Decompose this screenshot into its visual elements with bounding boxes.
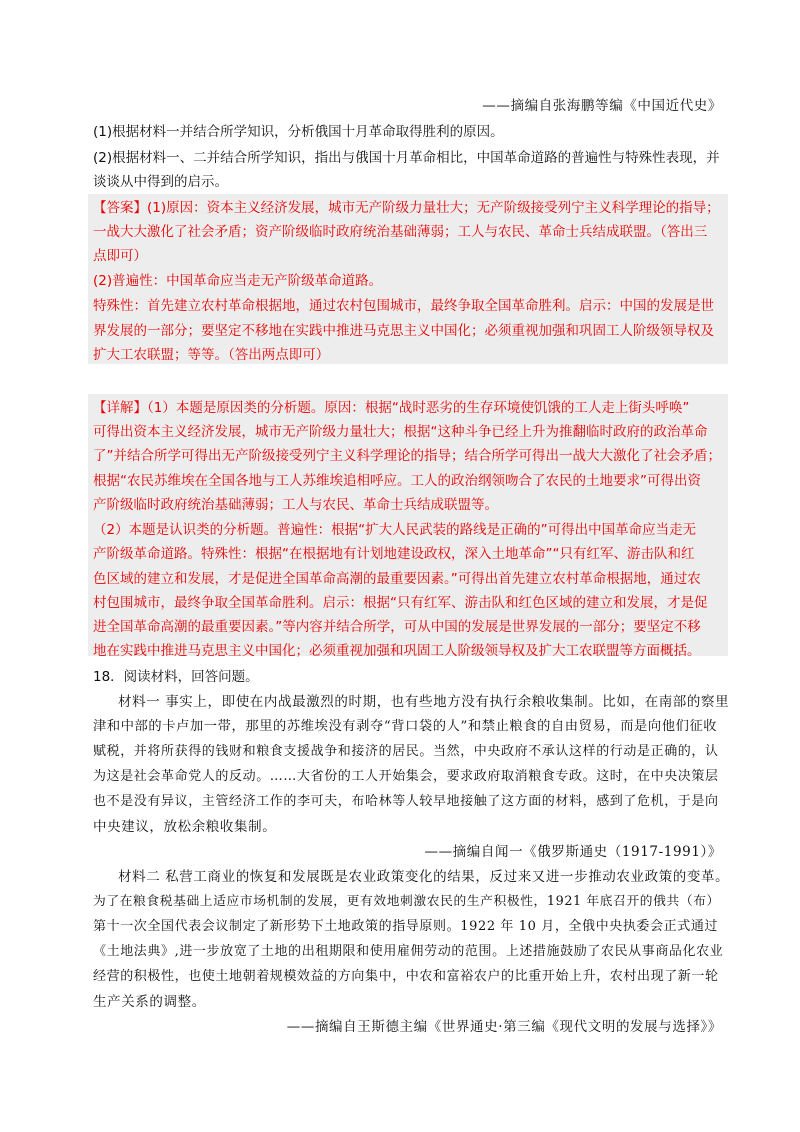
- material-2-line: 为了在粮食税基础上适应市场机制的发展，更有效地刺激农民的生产积极性，1921 年底召开的俄共（布）: [93, 894, 720, 909]
- explanation-line: 【详解】（1）本题是原因类的分析题。原因：根据“战时恶劣的生存环境使饥饿的工人走上街头呼唤”: [93, 400, 690, 416]
- material-2-source: ——摘编自王斯德主编《世界通史·第三编《现代文明的发展与选择》》: [286, 1019, 722, 1035]
- answer-tag: 【答案】: [93, 200, 147, 216]
- material-1-line: 中央建议，放松余粮收集制。: [93, 819, 277, 835]
- explanation-line: 产阶级革命道路。特殊性：根据“在根据地有计划地建设政权，深入土地革命”“只有红军、游击队和红: [93, 546, 695, 562]
- explanation-line: 进全国革命高潮的最重要因素。”等内容并结合所学，可从中国的发展是世界发展的一部分；要坚定不移: [93, 619, 701, 635]
- material-1-line: 材料一 事实上，即使在内战最激烈的时期，也有些地方没有执行余粮收集制。比如，在南部的察里: [118, 694, 730, 710]
- material-1-source: ——摘编自闻一《俄罗斯通史（1917-1991）》: [424, 844, 722, 860]
- material-2-line: 经营的积极性，也使土地朝着规模效益的方向集中，中农和富裕农户的比重开始上升，农村出现了新一轮: [93, 969, 719, 984]
- material-2-line: 第十一次全国代表会议制定了新形势下土地政策的指导原则。1922 年 10 月，全俄中央执委会正式通过: [93, 919, 719, 934]
- material-2-line: 生产关系的调整。: [93, 994, 206, 1010]
- material-1-line: 津和中部的卡卢加一带，那里的苏维埃没有剥夺“背口袋的人”和禁止粮食的自由贸易，而是向他们征收: [93, 719, 718, 734]
- answer-line: 特殊性：首先建立农村革命根据地，通过农村包围城市，最终争取全国革命胜利。启示：中国的发展是世: [93, 298, 714, 314]
- explanation-line: 色区域的建立和发展，才是促进全国革命高潮的最重要因素。”可得出首先建立农村革命根据地，通过农: [93, 571, 701, 587]
- explanation-line: 了”并结合所学可得出无产阶级接受列宁主义科学理论的指导；结合所学可得出一战大大激化了社会矛盾；: [93, 448, 721, 464]
- explanation-line: 产阶级临时政府统治基础薄弱；工人与农民、革命士兵结成联盟等。: [93, 497, 498, 513]
- question-1: (1)根据材料一并结合所学知识，分析俄国十月革命取得胜利的原因。: [93, 124, 504, 140]
- material-2-line: 材料二 私营工商业的恢复和发展既是农业政策变化的结果，反过来又进一步推动农业政策的变革。: [118, 869, 730, 885]
- explanation-line: 地在实践中推进马克思主义中国化；必须重视加强和巩固工人阶级领导权及扩大工农联盟等方面概括。: [93, 643, 701, 659]
- material-1-line: 也不是没有异议，主管经济工作的李可夫，布哈林等人较早地接触了这方面的材料，感到了危机，于是向: [93, 794, 719, 809]
- explanation-tag: 【详解】: [93, 400, 147, 416]
- material-2-line: 《土地法典》,进一步放宽了土地的出租期限和使用雇佣劳动的范围。上述措施鼓励了农民从事商品化农业: [93, 944, 724, 959]
- answer-line: 点即可）: [93, 248, 147, 264]
- answer-line: 【答案】(1)原因：资本主义经济发展，城市无产阶级力量壮大；无产阶级接受列宁主义科学理论的指导；: [93, 200, 720, 216]
- question-2: (2)根据材料一、二并结合所学知识，指出与俄国十月革命相比，中国革命道路的普遍性与特殊性表现，并: [93, 150, 720, 166]
- material-1-line: 赋税，并将所获得的钱财和粮食支援战争和接济的居民。当然，中央政府不承认这样的行动是正确的，认: [93, 744, 719, 759]
- material-1-line: 为这是社会革命党人的反动。……大省份的工人开始集会，要求政府取消粮食专政。这时，在中央决策层: [93, 769, 719, 784]
- answer-line: 一战大大激化了社会矛盾；资产阶级临时政府统治基础薄弱；工人与农民、革命士兵结成联盟。（答出三: [93, 224, 708, 240]
- explanation-line: 根据“农民苏维埃在全国各地与工人苏维埃追相呼应。工人的政治纲领吻合了农民的土地要求”可得出资: [93, 473, 701, 489]
- explanation-line: （2）本题是认识类的分析题。普遍性：根据“扩大人民武装的路线是正确的”可得出中国革命应当走无: [93, 522, 697, 538]
- question-18-heading: 18．阅读材料，回答问题。: [93, 669, 259, 685]
- source-citation: ——摘编自张海鹏等编《中国近代史》: [482, 98, 722, 114]
- explanation-line: 村包围城市，最终争取全国革命胜利。启示：根据“只有红军、游击队和红色区域的建立和发展，才是促: [93, 595, 708, 611]
- answer-line: 扩大工农联盟；等等。（答出两点即可）: [93, 347, 330, 363]
- answer-line: 界发展的一部分；要坚定不移地在实践中推进马克思主义中国化；必须重视加强和巩固工人阶级领导权及: [93, 323, 714, 339]
- answer-line: (2)普遍性：中国革命应当走无产阶级革命道路。: [93, 273, 383, 289]
- explanation-line: 可得出资本主义经济发展，城市无产阶级力量壮大；根据“这种斗争已经上升为推翻临时政府的政治革命: [93, 424, 708, 440]
- question-2-cont: 谈谈从中得到的启示。: [93, 174, 228, 190]
